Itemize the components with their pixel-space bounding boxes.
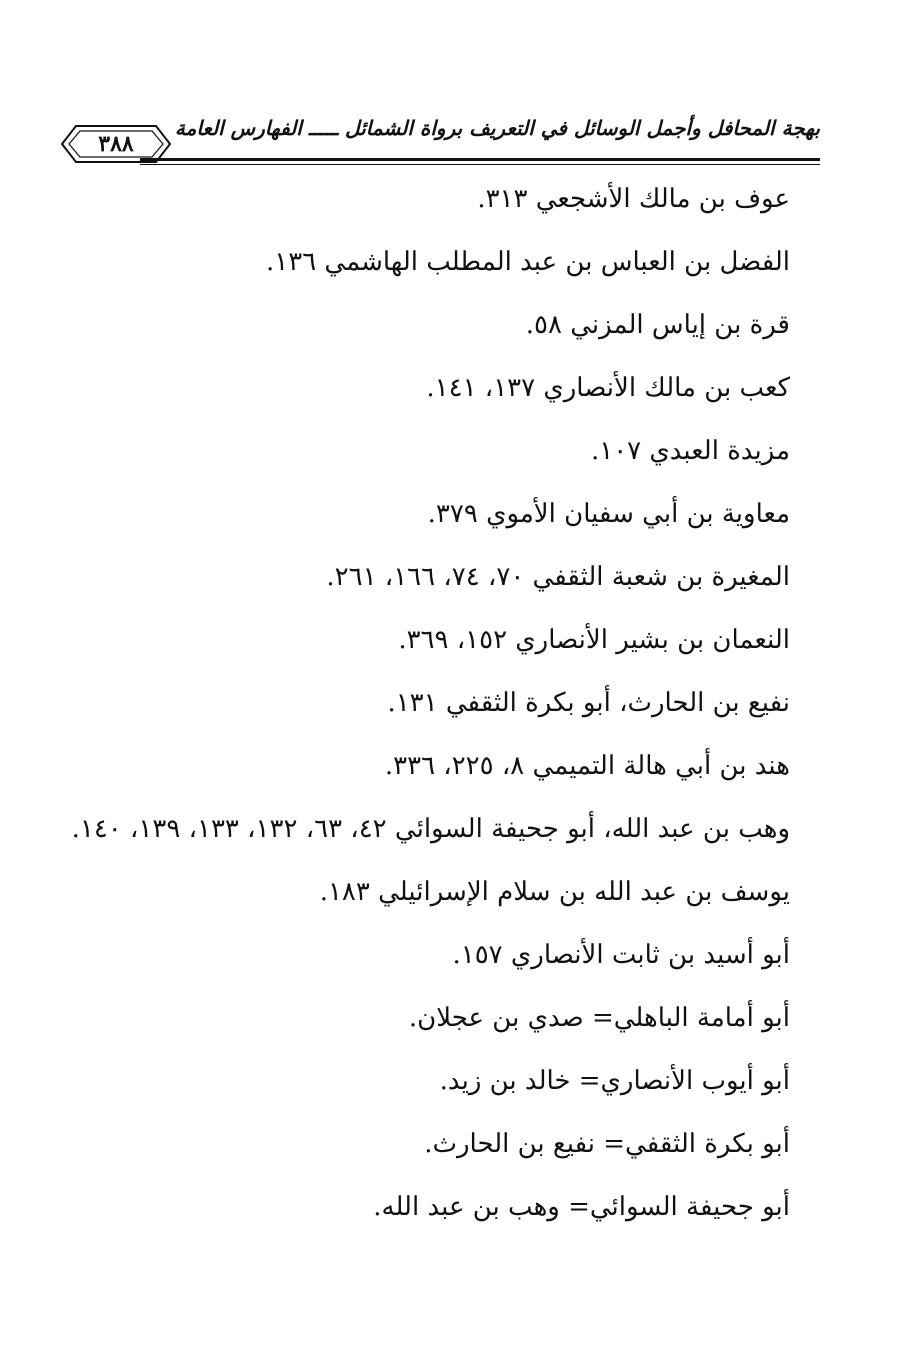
running-header: [60, 108, 820, 168]
index-entry: هند بن أبي هالة التميمي ٨، ٢٢٥، ٣٣٦.: [384, 751, 790, 781]
index-entry: مزيدة العبدي ١٠٧.: [590, 436, 790, 466]
header-rule-thin: [140, 164, 820, 165]
index-entry: قرة بن إياس المزني ٥٨.: [525, 310, 790, 340]
index-entry: نفيع بن الحارث، أبو بكرة الثقفي ١٣١.: [387, 688, 790, 718]
index-entry: أبو أسيد بن ثابت الأنصاري ١٥٧.: [452, 940, 790, 970]
index-entry: أبو جحيفة السوائي= وهب بن عبد الله.: [373, 1192, 790, 1222]
index-entry: معاوية بن أبي سفيان الأموي ٣٧٩.: [427, 499, 790, 529]
page-number-badge: [60, 122, 172, 166]
index-entry: كعب بن مالك الأنصاري ١٣٧، ١٤١.: [426, 373, 790, 403]
index-entry: أبو بكرة الثقفي= نفيع بن الحارث.: [424, 1129, 790, 1159]
index-entry: الفضل بن العباس بن عبد المطلب الهاشمي ١٣٦.: [266, 247, 790, 277]
index-entry: النعمان بن بشير الأنصاري ١٥٢، ٣٦٩.: [398, 625, 790, 655]
running-header-title: بهجة المحافل وأجمل الوسائل في التعريف برواة الشمائل ـــــ الفهارس العامة: [174, 116, 820, 140]
index-entry: المغيرة بن شعبة الثقفي ٧٠، ٧٤، ١٦٦، ٢٦١.: [326, 562, 790, 592]
index-entry: عوف بن مالك الأشجعي ٣١٣.: [477, 184, 790, 214]
header-rule: [140, 158, 820, 161]
index-entries-list: [71, 168, 790, 1239]
page-number: ٣٨٨: [98, 131, 134, 157]
index-entry: أبو أيوب الأنصاري= خالد بن زيد.: [439, 1066, 790, 1096]
index-entry: يوسف بن عبد الله بن سلام الإسرائيلي ١٨٣.: [319, 877, 790, 907]
index-entry: أبو أمامة الباهلي= صدي بن عجلان.: [408, 1003, 790, 1033]
index-entry: وهب بن عبد الله، أبو جحيفة السوائي ٤٢، ٦٣، ١٣٢، ١٣٣، ١٣٩، ١٤٠.: [71, 814, 790, 844]
